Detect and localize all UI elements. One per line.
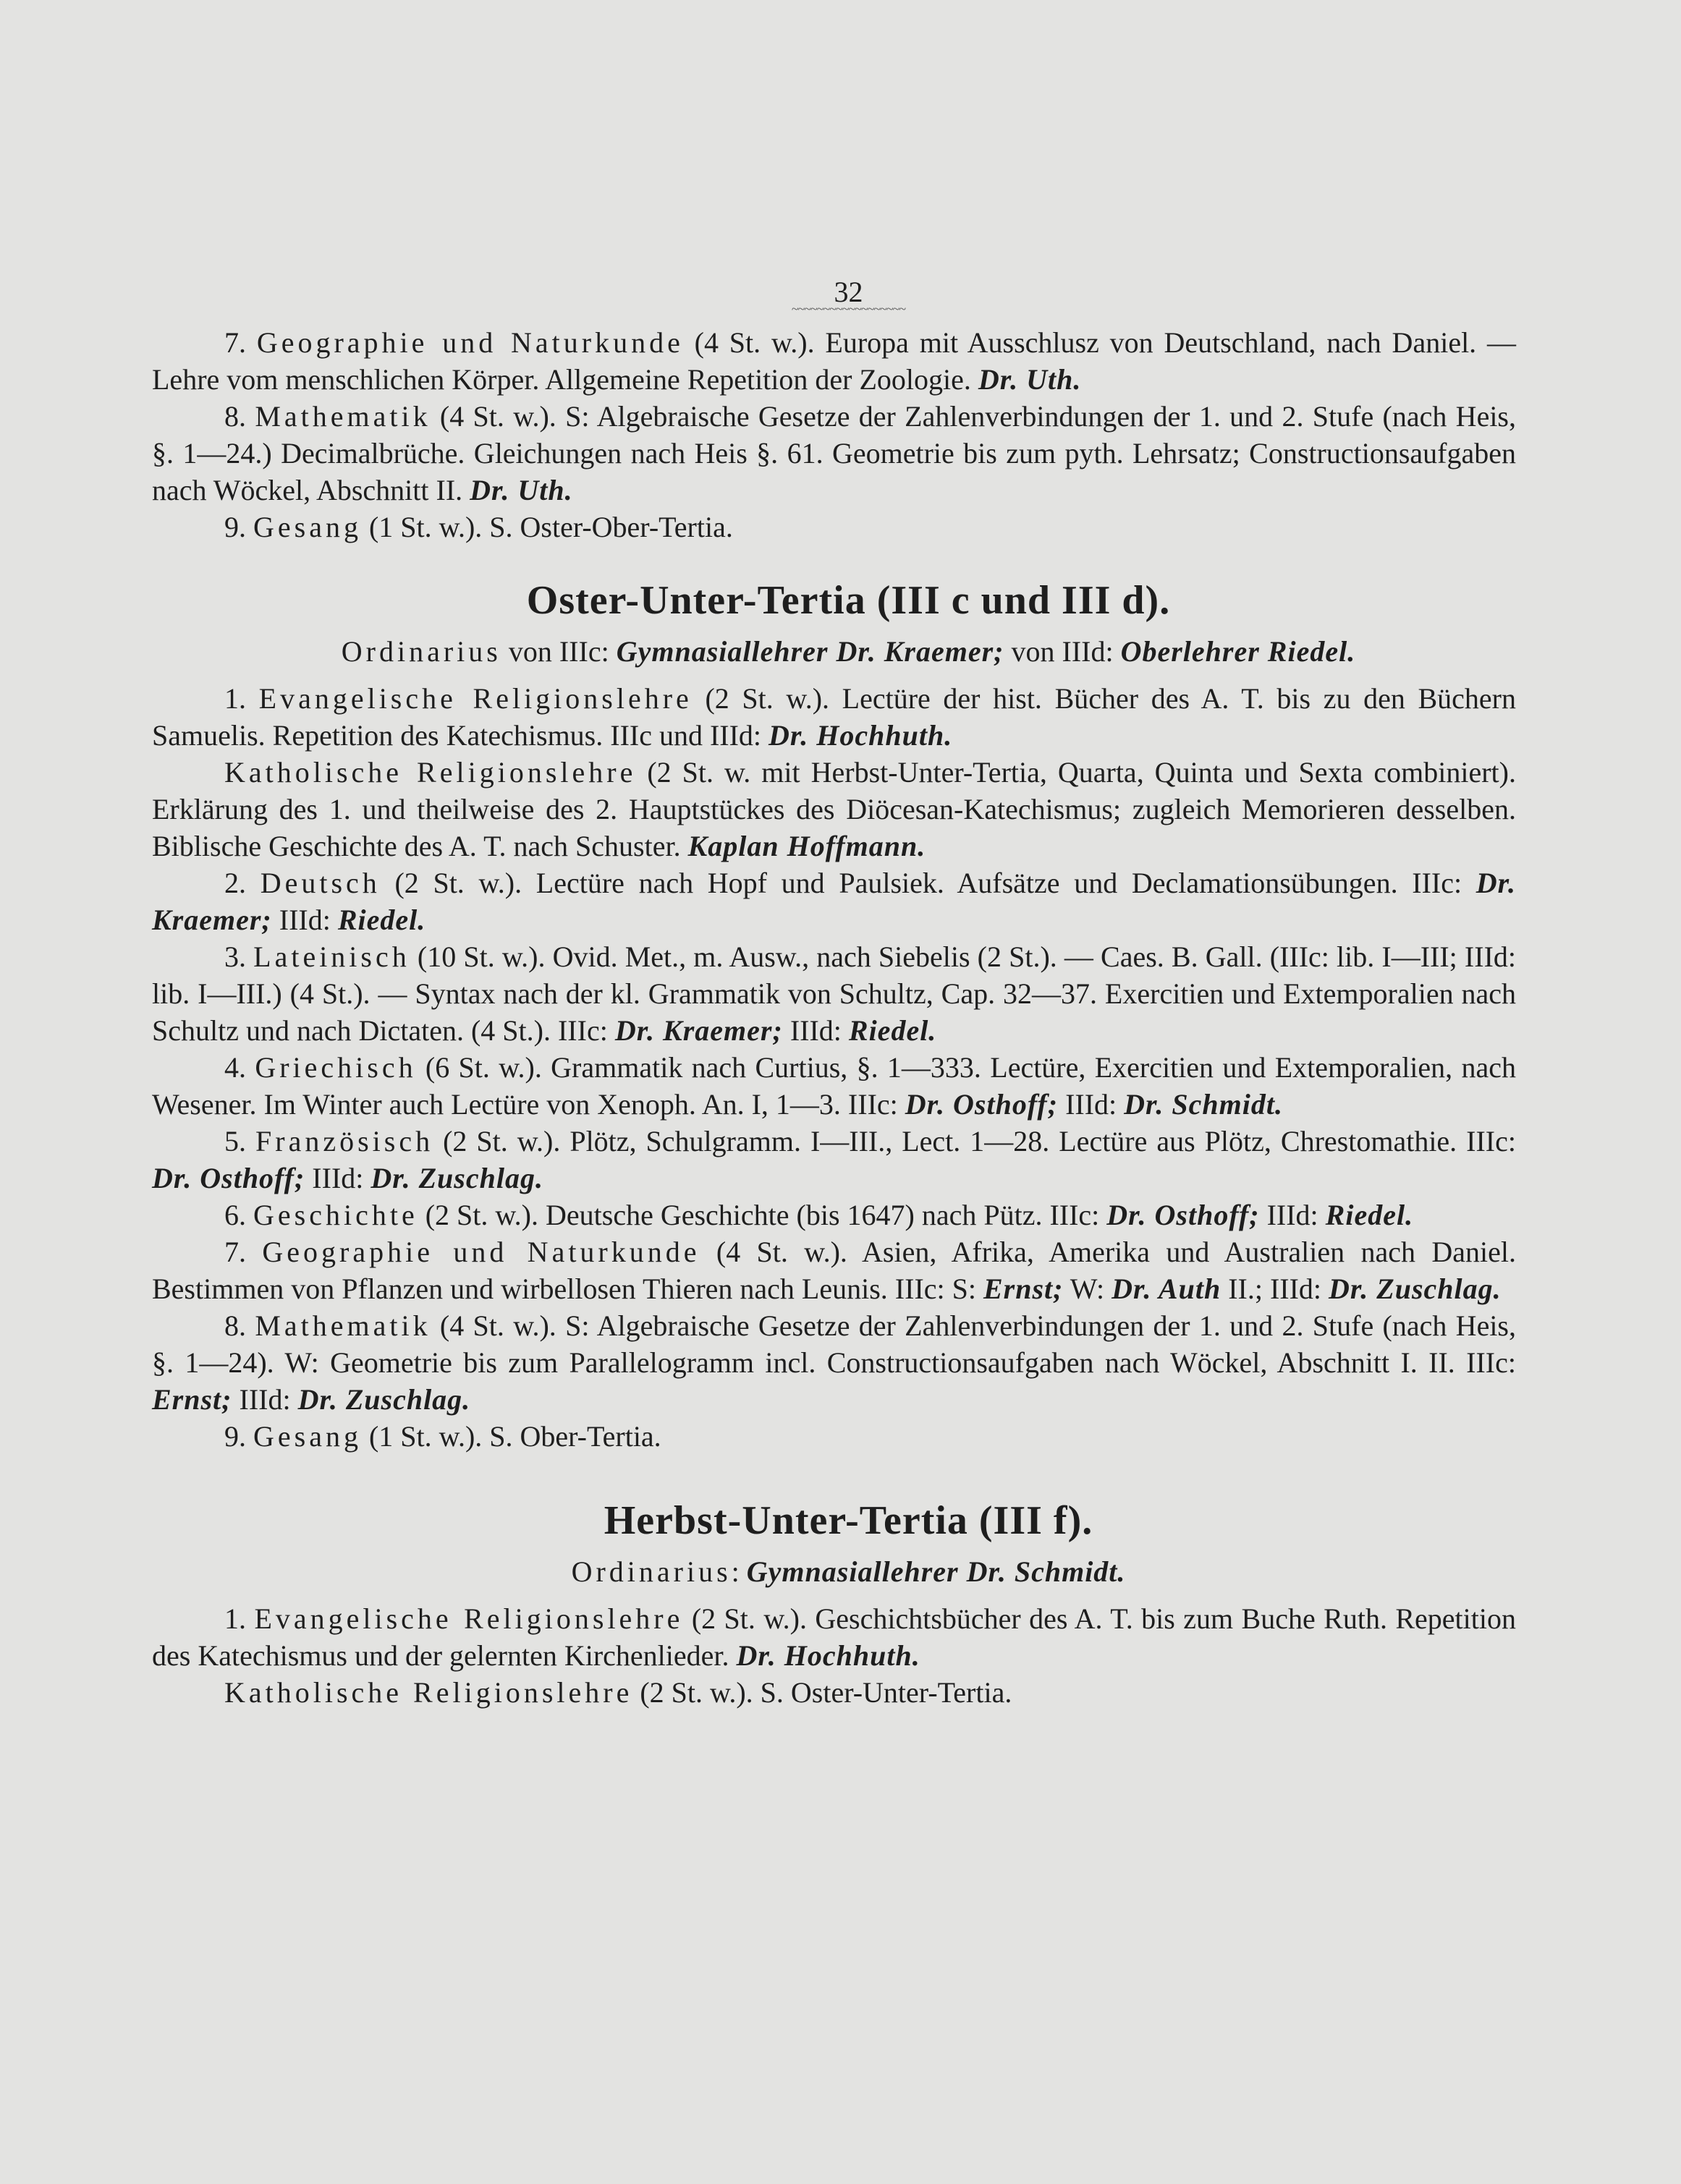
ordinarius-line: Ordinarius von IIIc: Gymnasiallehrer Dr. Kraemer; von IIId: Oberlehrer Riedel. (341, 635, 1356, 668)
paragraph: 5. Französisch (2 St. w.). Plötz, Schulgramm. I—III., Lect. 1—28. Lectüre aus Plötz, Chrestomathie. IIIc: Dr. Osthoff; IIId: Dr. Zuschlag. (152, 1125, 1516, 1194)
paragraph: 1. Evangelische Religionslehre (2 St. w.). Lectüre der hist. Bücher des A. T. bis zu den Büchern Samuelis. Repetition des Katechismus. IIIc und IIId: Dr. Hochhuth. (152, 682, 1516, 752)
paragraph: 9. Gesang (1 St. w.). S. Oster-Ober-Tertia. (224, 511, 733, 543)
paragraph: 7. Geographie und Naturkunde (4 St. w.). Asien, Afrika, Amerika und Australien nach Daniel. Bestimmen von Pflanzen und wirbellosen Thieren nach Leunis. IIIc: S: Ernst; W: Dr. Auth II.; IIId: Dr. Zuschlag. (152, 1236, 1517, 1305)
page-number: 32 (834, 276, 863, 308)
ordinarius-line: Ordinarius: Gymnasiallehrer Dr. Schmidt. (571, 1555, 1126, 1588)
paragraph: 8. Mathematik (4 St. w.). S: Algebraische Gesetze der Zahlenverbindungen der 1. und 2. Stufe (nach Heis, §. 1—24.) Decimalbrüche. Gleichungen nach Heis §. 61. Geometrie bis zum pyth. Lehrsatz; Constructionsaufgaben nach Wöckel, Abschnitt II. Dr. Uth. (152, 400, 1517, 506)
paragraph: 2. Deutsch (2 St. w.). Lectüre nach Hopf und Paulsiek. Aufsätze und Declamationsübungen. IIIc: Dr. Kraemer; IIId: Riedel. (152, 867, 1517, 936)
paragraph: 3. Lateinisch (10 St. w.). Ovid. Met., m. Ausw., nach Siebelis (2 St.). — Caes. B. Gall. (IIIc: lib. I—III; IIId: lib. I—III.) (4 St.). — Syntax nach der kl. Grammatik von Schultz, Cap. 32—37. Exercitien und Extemporalien nach Schultz und nach Dictaten. (4 St.). IIIc: Dr. Kraemer; IIId: Riedel. (152, 940, 1517, 1047)
section-heading: Herbst-Unter-Tertia (III f). (604, 1498, 1093, 1543)
paragraph: 7. Geographie und Naturkunde (4 St. w.). Europa mit Ausschlusz von Deutschland, nach Daniel. — Lehre vom menschlichen Körper. Allgemeine Repetition der Zoologie. Dr. Uth. (152, 326, 1516, 396)
paragraph: 8. Mathematik (4 St. w.). S: Algebraische Gesetze der Zahlenverbindungen der 1. und 2. Stufe (nach Heis, §. 1—24). W: Geometrie bis zum Parallelogramm incl. Constructionsaufgaben nach Wöckel, Abschnitt I. II. IIIc: Ernst; IIId: Dr. Zuschlag. (152, 1309, 1517, 1416)
paragraph: Katholische Religionslehre (2 St. w.). S. Oster-Unter-Tertia. (224, 1676, 1012, 1709)
paragraph: 1. Evangelische Religionslehre (2 St. w.). Geschichtsbücher des A. T. bis zum Buche Ruth. Repetition des Katechismus und der gelernten Kirchenlieder. Dr. Hochhuth. (152, 1602, 1517, 1672)
paragraph: 9. Gesang (1 St. w.). S. Ober-Tertia. (224, 1420, 661, 1453)
text-body (152, 275, 1516, 1711)
paragraph: 6. Geschichte (2 St. w.). Deutsche Geschichte (bis 1647) nach Pütz. IIIc: Dr. Osthoff; IIId: Riedel. (224, 1199, 1414, 1231)
ornament-rule: ~~~~~~~~~~~~~~~~~~ (791, 302, 906, 316)
paragraph: Katholische Religionslehre (2 St. w. mit Herbst-Unter-Tertia, Quarta, Quinta und Sexta combiniert). Erklärung des 1. und theilweise des 2. Hauptstückes des Diöcesan-Katechismus; zugleich Memorieren desselben. Biblische Geschichte des A. T. nach Schuster. Kaplan Hoffmann. (152, 756, 1516, 862)
paragraph: 4. Griechisch (6 St. w.). Grammatik nach Curtius, §. 1—333. Lectüre, Exercitien und Extemporalien, nach Wesener. Im Winter auch Lectüre von Xenoph. An. I, 1—3. IIIc: Dr. Osthoff; IIId: Dr. Schmidt. (152, 1051, 1517, 1121)
section-heading: Oster-Unter-Tertia (III c und III d). (526, 578, 1171, 623)
